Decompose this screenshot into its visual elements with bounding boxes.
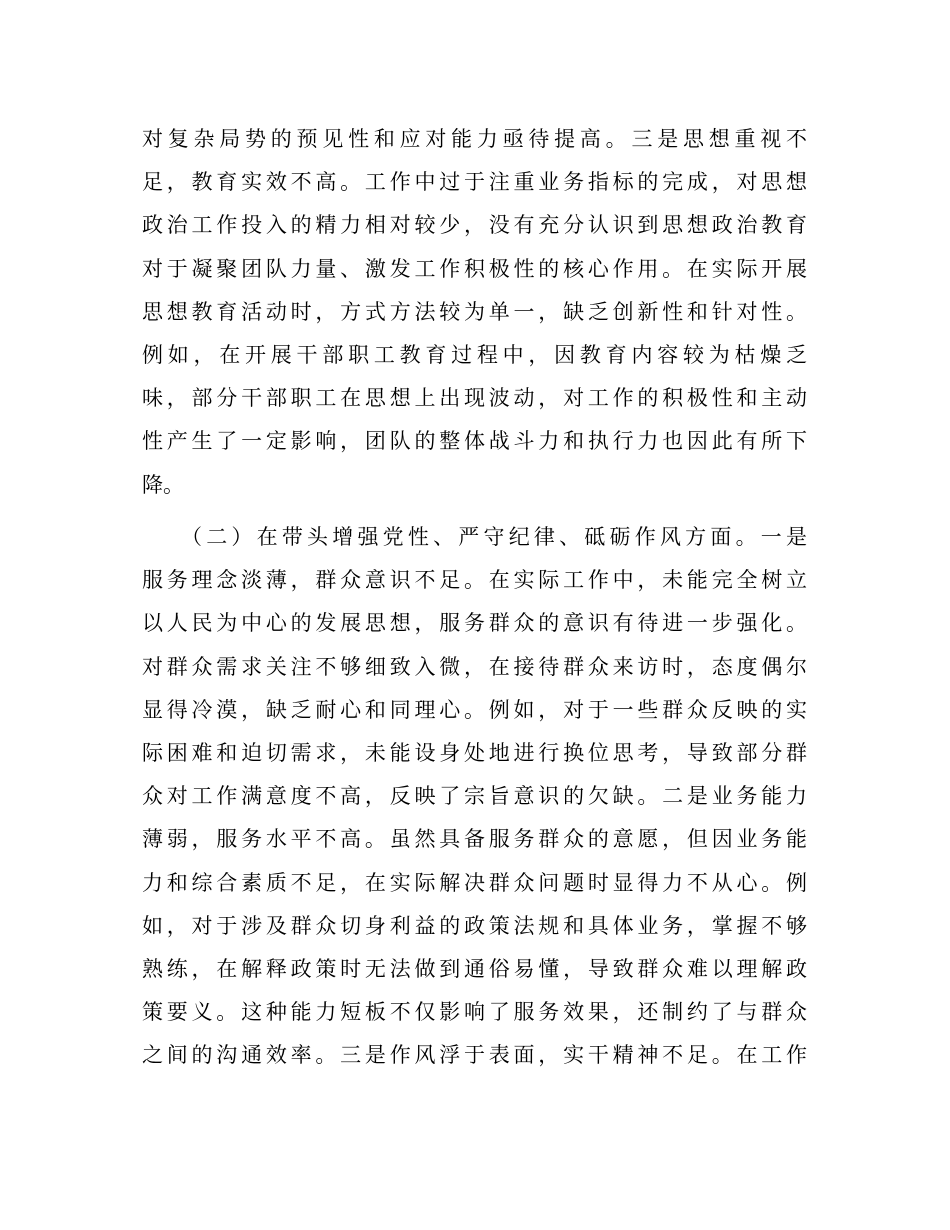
text-line: 力和综合素质不足，在实际解决群众问题时显得力不从心。例 xyxy=(142,870,807,895)
text-line: 之间的沟通效率。三是作风浮于表面，实干精神不足。在工作 xyxy=(142,1043,807,1068)
text-line: 味，部分干部职工在思想上出现波动，对工作的积极性和主动 xyxy=(142,386,807,411)
text-line: 足，教育实效不高。工作中过于注重业务指标的完成，对思想 xyxy=(142,170,807,195)
text-line: 性产生了一定影响，团队的整体战斗力和执行力也因此有所下 xyxy=(142,429,807,454)
text-line: 对复杂局势的预见性和应对能力亟待提高。三是思想重视不 xyxy=(142,127,807,151)
paragraph-thinking-education xyxy=(142,118,807,507)
text-line: 如，对于涉及群众切身利益的政策法规和具体业务，掌握不够 xyxy=(142,913,807,938)
text-line: 对群众需求关注不够细致入微，在接待群众来访时，态度偶尔 xyxy=(142,654,807,679)
text-line: 例如，在开展干部职工教育过程中，因教育内容较为枯燥乏 xyxy=(142,342,807,367)
text-line-last: 降。 xyxy=(142,472,184,497)
text-line: 思想教育活动时，方式方法较为单一，缺乏创新性和针对性。 xyxy=(142,299,807,324)
text-line: 众对工作满意度不高，反映了宗旨意识的欠缺。二是业务能力 xyxy=(142,784,807,809)
section-heading-line: （二）在带头增强党性、严守纪律、砥砺作风方面。一是 xyxy=(181,525,807,549)
text-line: 服务理念淡薄，群众意识不足。在实际工作中，未能完全树立 xyxy=(142,568,807,593)
text-line: 政治工作投入的精力相对较少，没有充分认识到思想政治教育 xyxy=(142,213,807,238)
text-line: 以人民为中心的发展思想，服务群众的意识有待进一步强化。 xyxy=(142,611,807,636)
paragraph-section-two xyxy=(142,516,807,1077)
text-line: 薄弱，服务水平不高。虽然具备服务群众的意愿，但因业务能 xyxy=(142,827,807,852)
text-line: 显得冷漠，缺乏耐心和同理心。例如，对于一些群众反映的实 xyxy=(142,697,807,722)
text-line: 际困难和迫切需求，未能设身处地进行换位思考，导致部分群 xyxy=(142,740,807,765)
text-line: 策要义。这种能力短板不仅影响了服务效果，还制约了与群众 xyxy=(142,1000,807,1025)
text-line: 对于凝聚团队力量、激发工作积极性的核心作用。在实际开展 xyxy=(142,256,807,281)
text-line: 熟练，在解释政策时无法做到通俗易懂，导致群众难以理解政 xyxy=(142,956,807,981)
